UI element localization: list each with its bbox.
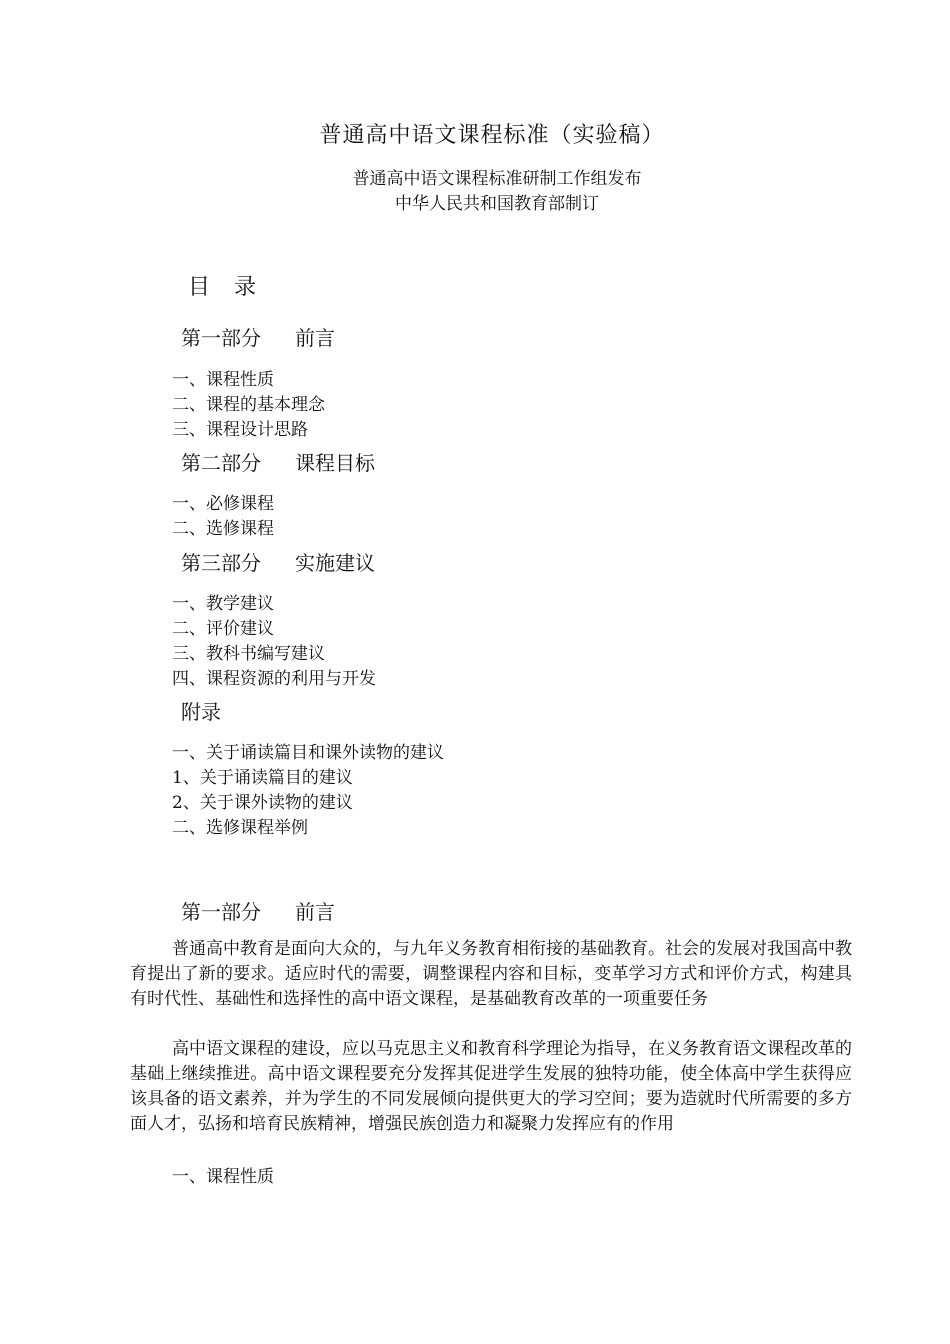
toc-item: 一、教学建议	[172, 594, 274, 614]
toc-item: 三、教科书编写建议	[172, 644, 325, 664]
toc-part-3-name: 实施建议	[295, 551, 375, 575]
toc-item: 一、必修课程	[172, 494, 274, 514]
toc-item: 二、课程的基本理念	[172, 395, 325, 415]
toc-heading-char-2: 录	[234, 275, 257, 300]
toc-part-2	[181, 447, 375, 476]
toc-part-2-number: 第二部分	[181, 451, 261, 475]
section-name: 前言	[295, 900, 335, 924]
issuer-line: 中华人民共和国教育部制订	[395, 194, 599, 214]
toc-item: 1、关于诵读篇目的建议	[172, 768, 353, 788]
toc-part-1-name: 前言	[295, 326, 335, 350]
body-paragraph-2	[130, 1037, 852, 1137]
toc-item: 二、评价建议	[172, 619, 274, 639]
toc-appendix: 附录	[181, 700, 221, 724]
section-heading	[181, 896, 335, 925]
toc-heading-char-1: 目	[188, 275, 211, 300]
section-number: 第一部分	[181, 900, 261, 924]
toc-item: 二、选修课程举例	[172, 818, 308, 838]
body-subheading: 一、课程性质	[172, 1167, 274, 1187]
toc-item: 2、关于课外读物的建议	[172, 793, 353, 813]
toc-item: 一、课程性质	[172, 370, 274, 390]
paragraph-2-text: 高中语文课程的建设，应以马克思主义和教育科学理论为指导，在义务教育语文课程改革的基础上继续推进。高中语文课程要充分发挥其促进学生发展的独特功能，使全体高中学生获得应该具备的语文素养，并为学生的不同发展倾向提供更大的学习空间；要为造就时代所需要的多方面人才，弘扬和培育民族精神，增强民族创造力和凝聚力发挥应有的作用	[130, 1039, 852, 1134]
toc-item: 一、关于诵读篇目和课外读物的建议	[172, 743, 444, 763]
toc-part-3-number: 第三部分	[181, 551, 261, 575]
toc-item: 三、课程设计思路	[172, 420, 308, 440]
toc-part-1-number: 第一部分	[181, 326, 261, 350]
toc-part-3	[181, 547, 375, 576]
document-title: 普通高中语文课程标准（实验稿）	[319, 123, 665, 148]
toc-item: 二、选修课程	[172, 519, 274, 539]
body-paragraph-1	[130, 937, 852, 1012]
toc-part-1	[181, 322, 335, 351]
paragraph-1-text: 普通高中教育是面向大众的，与九年义务教育相衔接的基础教育。社会的发展对我国高中教育提出了新的要求。适应时代的需要，调整课程内容和目标，变革学习方式和评价方式，构建具有时代性、基础性和选择性的高中语文课程，是基础教育改革的一项重要任务	[130, 939, 852, 1009]
toc-heading	[188, 270, 256, 301]
toc-item: 四、课程资源的利用与开发	[172, 669, 376, 689]
publisher-line: 普通高中语文课程标准研制工作组发布	[352, 169, 642, 189]
toc-part-2-name: 课程目标	[295, 451, 375, 475]
